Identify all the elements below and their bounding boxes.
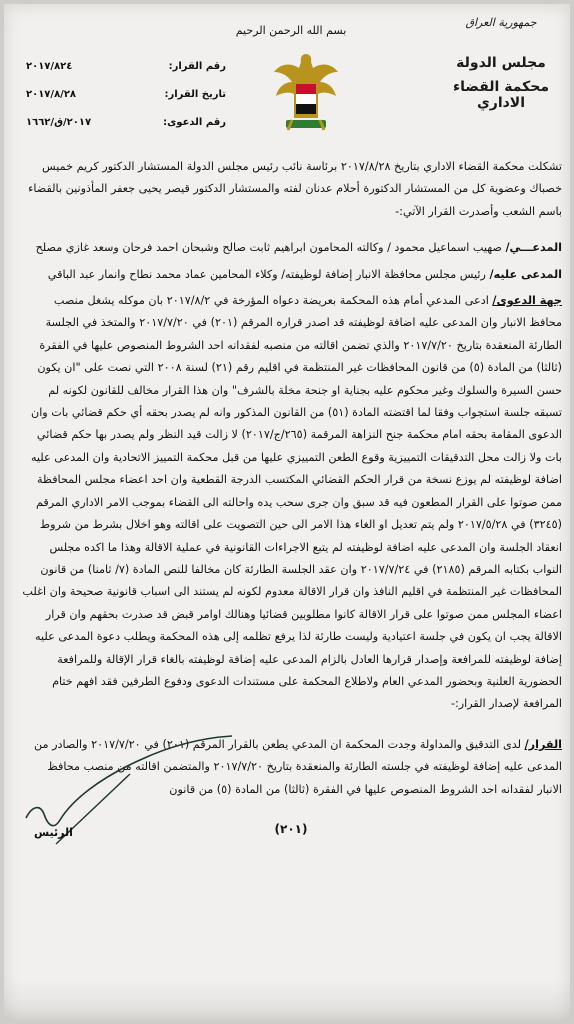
basmala: بسم الله الرحمن الرحيم: [235, 24, 347, 37]
decision-date-value: ٢٠١٧/٨/٢٨: [26, 88, 77, 100]
president-signature-label: الرئيس: [34, 826, 73, 839]
council-name: مجلس الدولة: [456, 55, 546, 71]
plaintiff-label: المدعـــي/: [505, 241, 562, 255]
plaintiff-line: [22, 237, 562, 259]
defendant-line: [22, 264, 562, 286]
page-shadow: [4, 980, 570, 1020]
defendant-text: رئيس مجلس محافظة الانبار إضافة لوظيفته/ وكلاء المحامين عماد محمد نطاح وانمار عبد الباقي: [47, 267, 486, 281]
meta-row-decision-date: [26, 80, 226, 108]
defendant-label: المدعى عليه/: [489, 267, 562, 281]
case-number-label: رقم الدعوى:: [163, 116, 226, 128]
plaintiff-text: صهيب اسماعيل محمود / وكالته المحامون ابراهيم ثابت صالح وشبحان احمد فرحان وسعد غازي مصلح: [35, 241, 502, 255]
document-page: [4, 4, 570, 1020]
claim-label: جهة الدعوى/: [492, 294, 562, 308]
case-number-value: ٢٠١٧/ق/١٦٦٢: [26, 116, 92, 128]
document-body: [22, 156, 562, 801]
decision-label: القرار/: [524, 737, 562, 751]
intro-paragraph: تشكلت محكمة القضاء الاداري بتاريخ ٢٠١٧/٨/٢٨ برئاسة نائب رئيس مجلس الدولة المستشار الدكتور كريم خميس خصباك وعضوية كل من المستشار الدكتورة أحلام عدنان لفته والمستشار الدكتور قيصر يحيى جعفر المأذونين بالقضاء باسم الشعب وأصدرت القرار الآتي:-: [28, 160, 562, 218]
court-name: محكمة القضاء الاداري: [453, 79, 549, 111]
claim-paragraph: [22, 290, 562, 716]
decision-number-value: ٢٠١٧/٨٢٤: [26, 60, 73, 72]
meta-row-case-number: [26, 108, 226, 136]
decision-text: لدى التدقيق والمداولة وجدت المحكمة ان المدعي يطعن بالقرار المرقم (٢٠١) في ٢٠١٧/٧/٢٠ والصادر من المدعى عليه إضافة لوظيفته في جلسته الطارئة والمنعقدة بتاريخ ٢٠١٧/٧/٢٠ والمتضمن اقالته من منصب محافظ الانبار لفقدانه احد الشروط المنصوص عليها في الفقرة (ثالثا) من المادة (٥) من قانون: [34, 737, 562, 796]
decision-number-label: رقم القرار:: [168, 60, 226, 72]
decision-metadata: [26, 52, 226, 136]
eagle-emblem-icon: [272, 48, 340, 140]
page-number: (٢٠١): [274, 822, 308, 836]
republic-name: جمهورية العراق: [465, 16, 537, 29]
decision-date-label: تاريخ القرار:: [164, 88, 226, 100]
claim-text: ادعى المدعي أمام هذه المحكمة بعريضة دعواه المؤرخة في ٢٠١٧/٨/٢ بان موكله يشغل منصب محافظ الانبار وان المدعى عليه اضافة لوظيفته قد اصدر قراره المرقم (٢٠١) في ٢٠١٧/٧/٢٠ والمتخذ في الجلسة الطارئة المنعقدة بتاريخ ٢٠١٧/٧/٢٠ والذي تضمن اقالته من منصبه لفقدانه احد الشروط المنصوص عليها في الفقرة (ثالثا) من المادة (٥) من قانون المحافظات غير المنتظمة في اقليم رقم (٢١) لسنة ٢٠٠٨ التي نصت على "ان يكون حسن السيرة والسلوك وغير محكوم عليه بجناية او جنحة مخلة بالشرف" وان هذا القرار مخالف للقانون لكونه لم تسبقه جلسة استجواب وفقا لما اقتضته المادة (٥١) من القانون المذكور وانه لم يصدر بحقه أي حكم قضائي بات وان الدعوى المقامة بحقه امام محكمة جنح النزاهة المرقمة (٢٦٥/ج/٢٠١٧) لا زالت قيد النظر ولم يصدر بها حكم قضائي بات ولا زالت محل التدقيقات التمييزية وقوع الطعن التمييزي عليها من قبل محكمة التمييز الاتحادية وان المدعى عليه اضافة لوظيفته لم يوزع نسخة من قرار الحكم القضائي المكتسب الدرجة القطعية وان احد اعضاء مجلس المحافظة ممن صوتوا على القرار المطعون فيه قد سبق وان جرى سحب يده واحالته الى القضاء بموجب الامر الاداري المرقم (٣٢٤٥) في ٢٠١٧/٥/٢٨ ولم يتم تعديل او الغاء هذا الامر الى حين التصويت على اقالته وهو اخلال بشرط من شروط انعقاد الجلسة وان المدعى عليه اضافة لوظيفته لم يتبع الاجراءات القانونية في عملية الاقالة وهذا ما اكده مجلس النواب بكتابه المرقم (٢١٨٥) في ٢٠١٧/٧/٢٤ وان عقد الجلسة الطارئة كان مخالفا للنص المادة (٧/ ثامنا) من قانون المحافظات غير المنتظمة في اقليم النافذ وان قرار الاقالة معدوم لكونه لم يستند الى اسباب قانونية صحيحة وان اغلب اعضاء المجلس ممن صوتوا على قرار الاقالة كانوا مطلوبين قضائيا وهنالك اوامر قبض قد صدرت بحقهم وان قرار الاقالة يجب ان يكون في جلسة اعتيادية وليست طارئة لذا يرفع تظلمه إلى هذه المحكمة ويطلب دعوة المدعى عليه إضافة لوظيفته للمرافعة وإصدار قرارها العادل بالزام المدعى عليه إضافة لوظيفته بالغاء قرار الإقالة وللمرافعة الحضورية العلنية وبحضور المدعي العام ولاطلاع المحكمة على مستندات الدعوى ودفوع الطرفين فقد افهم ختام المرافعة لإصدار القرار:-: [22, 294, 562, 711]
meta-row-decision-number: [26, 52, 226, 80]
